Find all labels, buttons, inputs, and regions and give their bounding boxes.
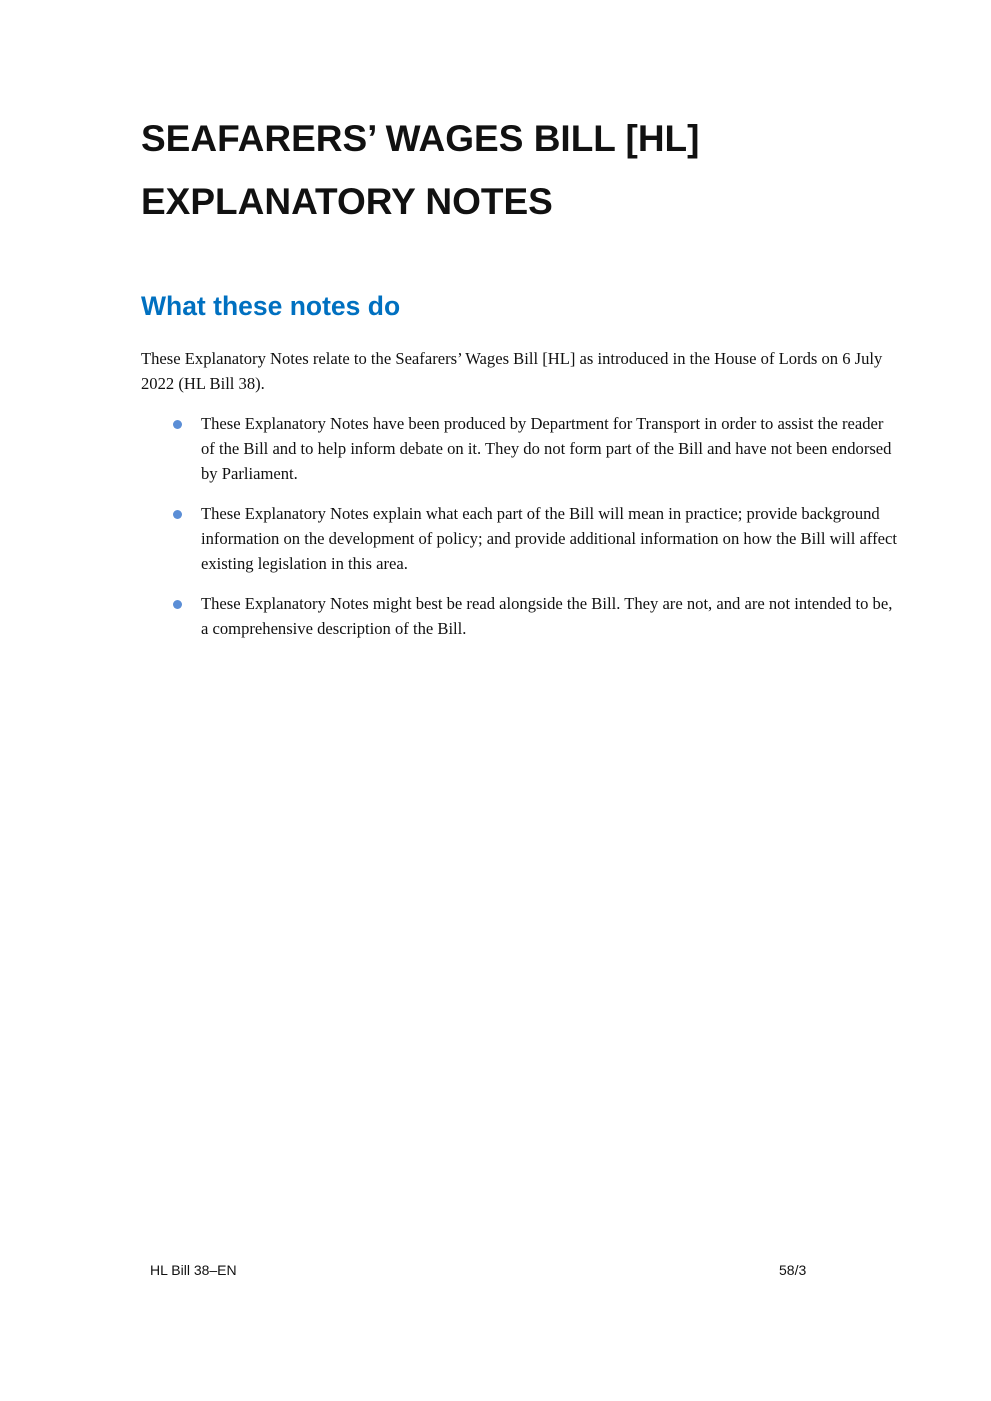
document-body [141, 346, 901, 656]
list-item-text: These Explanatory Notes explain what each part of the Bill will mean in practice; provide background information on the development of policy; and provide additional information on how the Bill will affect existing legislation in this area. [201, 504, 898, 573]
section-heading: What these notes do [141, 291, 401, 321]
list-item-text: These Explanatory Notes might best be read alongside the Bill. They are not, and are not intended to be, a comprehensive description of the Bill. [201, 594, 893, 638]
footer-bill-reference: HL Bill 38–EN [150, 1262, 237, 1278]
bullet-icon [173, 510, 182, 519]
list-item [141, 411, 901, 486]
bullet-icon [173, 420, 182, 429]
document-title: SEAFARERS’ WAGES BILL [HL] [141, 118, 700, 159]
footer-page-code: 58/3 [779, 1262, 807, 1278]
bullet-list [141, 411, 901, 641]
bullet-icon [173, 600, 182, 609]
document-subtitle: EXPLANATORY NOTES [141, 181, 553, 222]
list-item [141, 501, 901, 576]
list-item [141, 591, 901, 641]
list-item-text: These Explanatory Notes have been produced by Department for Transport in order to assist the reader of the Bill and to help inform debate on it. They do not form part of the Bill and have not been endorsed by Parliament. [201, 414, 892, 483]
intro-paragraph: These Explanatory Notes relate to the Seafarers’ Wages Bill [HL] as introduced in the House of Lords on 6 July 2022 (HL Bill 38). [141, 349, 883, 393]
